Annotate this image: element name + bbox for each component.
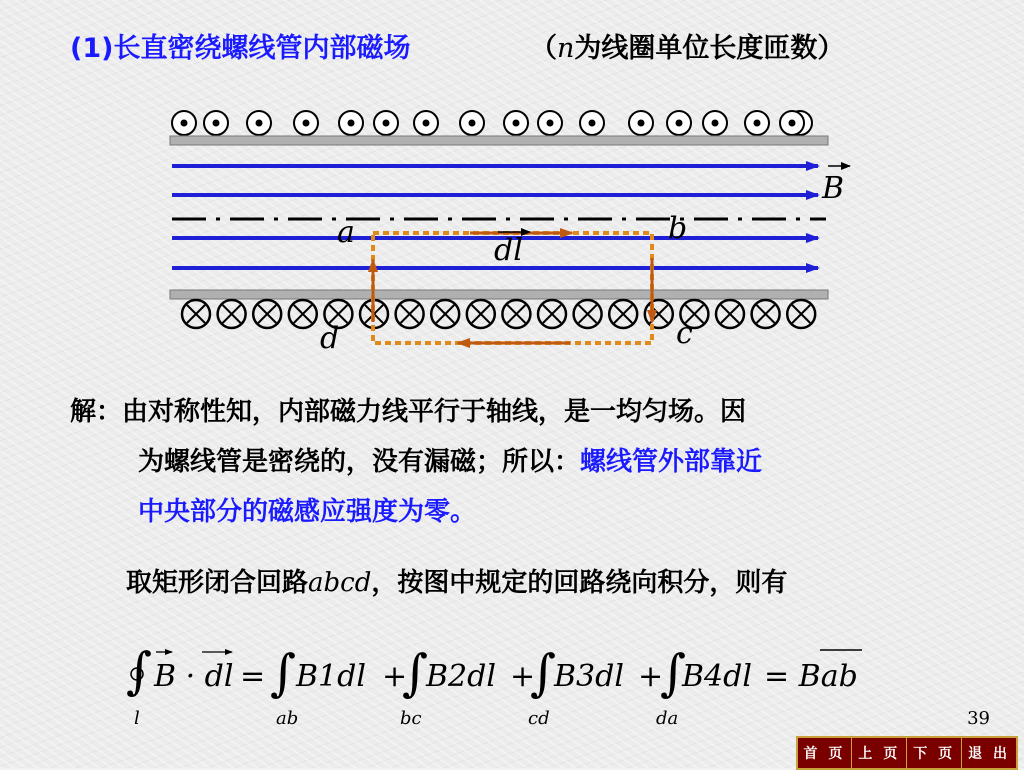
current-out-dot — [181, 120, 188, 127]
current-out-dot — [754, 120, 761, 127]
current-in-symbols — [182, 300, 815, 328]
formula-term-1: B1dl — [296, 659, 366, 694]
previous-page-button[interactable]: 上 页 — [852, 738, 907, 768]
ampere-law-formula — [120, 630, 880, 730]
loop-statement-before: 取矩形闭合回路 — [126, 568, 309, 598]
solution-line-3-highlight: 中央部分的磁感应强度为零。 — [138, 497, 477, 527]
solution-line-2-highlight: 螺线管外部靠近 — [580, 447, 763, 477]
integral-sign: ∫ — [660, 644, 687, 702]
integral-sign: ∫ — [530, 644, 557, 702]
integral-sign-closed: ∫ — [126, 642, 153, 700]
current-out-dot — [547, 120, 554, 127]
first-page-button[interactable]: 首 页 — [798, 738, 853, 768]
current-out-dot — [303, 120, 310, 127]
current-out-dot — [348, 120, 355, 127]
current-out-dot — [513, 120, 520, 127]
current-out-dot — [423, 120, 430, 127]
loop-statement-after: ，按图中规定的回路绕向积分，则有 — [371, 568, 788, 598]
heading-note-var: n — [557, 33, 575, 64]
integral-sign: ∫ — [270, 644, 297, 702]
limit-ab: ab — [276, 708, 299, 729]
loop-statement-var: abcd — [308, 568, 372, 598]
current-out-dot — [383, 120, 390, 127]
formula-term-2: B2dl — [426, 659, 496, 694]
heading-title: 长直密绕螺线管内部磁场 — [113, 33, 411, 64]
current-out-dot — [469, 120, 476, 127]
heading-note-open: （ — [530, 33, 557, 64]
label-a: a — [337, 215, 355, 250]
current-out-dot — [589, 120, 596, 127]
plus-sign: + — [382, 659, 408, 694]
current-out-dot — [638, 120, 645, 127]
current-out-dot — [712, 120, 719, 127]
current-out-dot — [789, 120, 796, 127]
formula-term-4: B4dl — [682, 659, 752, 694]
top-winding-plate — [170, 136, 828, 145]
page-number: 39 — [967, 708, 990, 729]
limit-bc: bc — [400, 708, 422, 729]
solution-line-2-text: 为螺线管是密绕的，没有漏磁；所以： — [138, 447, 581, 477]
bottom-winding-plate — [170, 290, 828, 299]
current-out-dot — [213, 120, 220, 127]
current-out-symbols — [172, 111, 812, 135]
label-dl: dl — [494, 233, 523, 268]
next-page-button[interactable]: 下 页 — [907, 738, 962, 768]
limit-cd: cd — [528, 708, 550, 729]
formula-lhs: B · dl — [154, 659, 234, 694]
heading-note-text: 为线圈单位长度匝数） — [574, 33, 845, 64]
limit-da: da — [656, 708, 679, 729]
formula-eq: = — [240, 659, 266, 694]
current-out-dot — [676, 120, 683, 127]
label-b: b — [668, 211, 688, 246]
integral-sign: ∫ — [402, 644, 429, 702]
heading-number: (1) — [70, 33, 114, 64]
exit-button[interactable]: 退 出 — [962, 738, 1016, 768]
loop-statement — [126, 562, 787, 599]
plus-sign: + — [510, 659, 536, 694]
label-c: c — [676, 316, 693, 351]
limit-l: l — [134, 708, 140, 729]
current-out-dot — [256, 120, 263, 127]
solution-line-2 — [138, 437, 762, 487]
slide-navigation — [796, 736, 1019, 770]
plus-sign: + — [638, 659, 664, 694]
formula-term-3: B3dl — [554, 659, 624, 694]
formula-rhs: = Bab — [764, 659, 858, 694]
label-d: d — [320, 321, 340, 356]
solution-line-3 — [138, 487, 476, 537]
solution-line-1: 解：由对称性知，内部磁力线平行于轴线，是一均匀场。因 — [70, 397, 747, 427]
label-B: B — [822, 171, 845, 206]
